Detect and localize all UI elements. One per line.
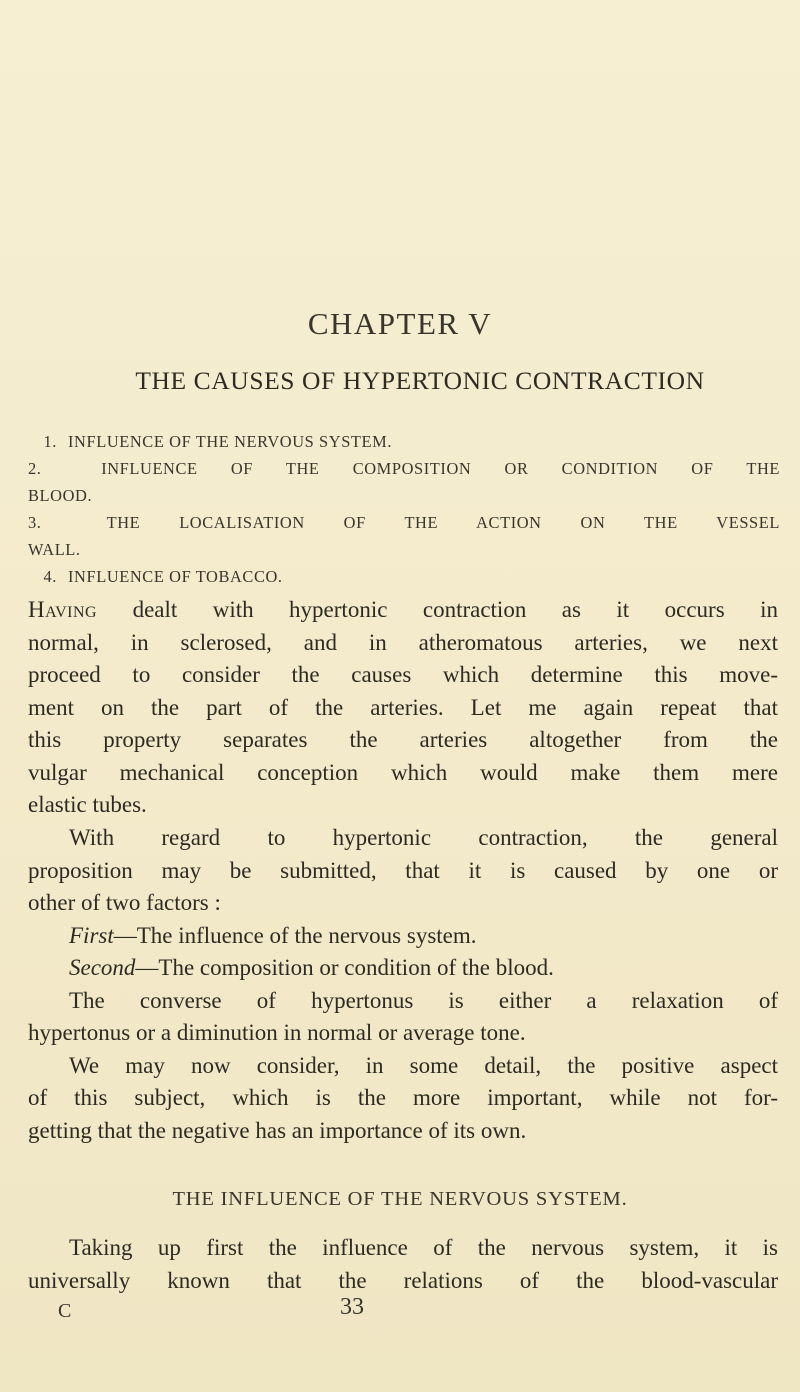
text-line: ment on the part of the arteries. Let me again repeat that bbox=[28, 694, 778, 720]
contents-text: INFLUENCE OF THE NERVOUS SYSTEM. bbox=[68, 432, 393, 451]
paragraph-intro bbox=[28, 594, 778, 822]
chapter-heading: CHAPTER V bbox=[307, 306, 493, 341]
chapter-title: THE CAUSES OF HYPERTONIC CONTRACTION bbox=[135, 366, 705, 395]
contents-item-3 bbox=[28, 509, 780, 536]
factor-first bbox=[28, 920, 778, 953]
contents-item-4 bbox=[28, 563, 780, 590]
paragraph-proposition bbox=[28, 822, 778, 1147]
drop-word: Having bbox=[28, 597, 98, 622]
text-line: universally known that the relations of the blood-vascular bbox=[28, 1267, 778, 1293]
contents-number: 2. bbox=[28, 459, 42, 478]
contents-number: 4. bbox=[43, 567, 57, 586]
factor-text: —The composition or condition of the blood. bbox=[135, 955, 554, 980]
contents-number: 1. bbox=[43, 432, 57, 451]
factor-text: —The influence of the nervous system. bbox=[113, 922, 477, 948]
text-line: this property separates the arteries altogether from the bbox=[28, 727, 778, 752]
contents-number: 3. bbox=[28, 513, 42, 532]
text-line: elastic tubes. bbox=[28, 792, 147, 817]
text-line: normal, in sclerosed, and in atheromatous arteries, we next bbox=[28, 629, 778, 655]
contents-item-2-continued bbox=[28, 482, 780, 509]
contents-text: THE LOCALISATION OF THE ACTION ON THE VESSEL bbox=[106, 513, 780, 532]
text-line: With regard to hypertonic contraction, the general bbox=[69, 825, 778, 850]
contents-item-1 bbox=[28, 428, 780, 455]
text-line: proceed to consider the causes which determine this move- bbox=[28, 662, 778, 687]
page-number: 33 bbox=[340, 1294, 364, 1320]
text-line: getting that the negative has an importance of its own. bbox=[28, 1117, 527, 1143]
signature-mark: C bbox=[58, 1300, 72, 1322]
chapter-contents bbox=[28, 428, 780, 590]
contents-text: BLOOD. bbox=[28, 486, 93, 505]
contents-item-2 bbox=[28, 455, 780, 482]
factor-label: Second bbox=[69, 955, 136, 980]
section-heading: THE INFLUENCE OF THE NERVOUS SYSTEM. bbox=[172, 1188, 628, 1210]
factor-label: First bbox=[69, 922, 114, 948]
contents-text: INFLUENCE OF TOBACCO. bbox=[68, 567, 283, 586]
text-line: other of two factors : bbox=[28, 890, 221, 915]
contents-text: WALL. bbox=[28, 540, 81, 559]
text-line: proposition may be submitted, that it is caused by one or bbox=[28, 857, 778, 883]
contents-text: INFLUENCE OF THE COMPOSITION OR CONDITION OF THE bbox=[101, 459, 780, 478]
text-line: vulgar mechanical conception which would make them mere bbox=[28, 759, 778, 785]
paragraph-nervous-system bbox=[28, 1232, 778, 1297]
text-line: hypertonus or a diminution in normal or average tone. bbox=[28, 1020, 526, 1045]
line-text: dealt with hypertonic contraction as it occurs in bbox=[97, 597, 778, 622]
text-line: We may now consider, in some detail, the positive aspect bbox=[69, 1052, 778, 1078]
text-line: of this subject, which is the more important, while not for- bbox=[28, 1085, 778, 1110]
text-line: Taking up first the influence of the nervous system, it is bbox=[69, 1235, 778, 1260]
text-line bbox=[28, 594, 778, 627]
contents-item-3-continued bbox=[28, 536, 780, 563]
text-line: The converse of hypertonus is either a relaxation of bbox=[69, 987, 778, 1013]
factor-second bbox=[28, 952, 778, 985]
